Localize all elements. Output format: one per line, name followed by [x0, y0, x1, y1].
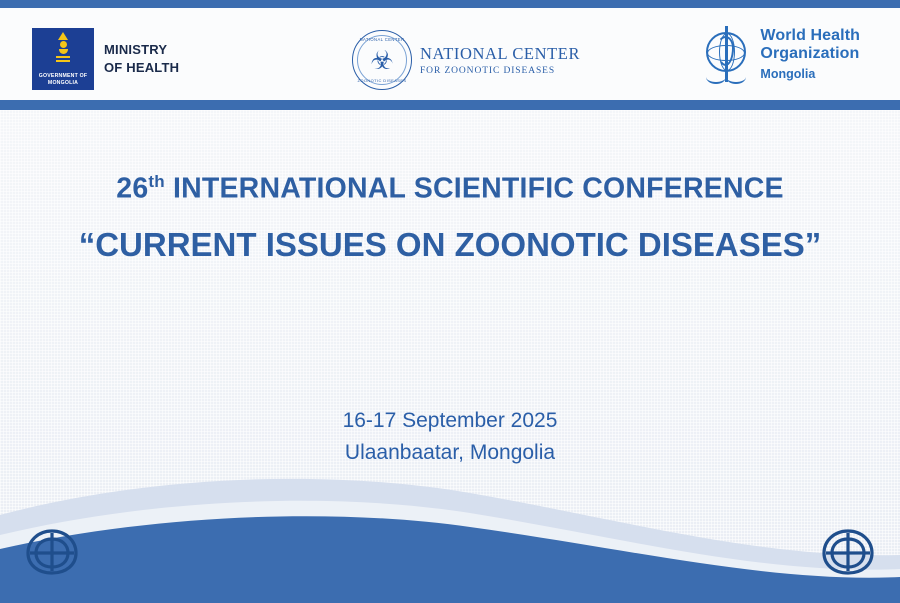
logo-world-health-organization [700, 26, 860, 82]
event-location: Ulaanbaatar, Mongolia [344, 440, 556, 464]
mongolian-knot-ornament-left-icon [18, 523, 86, 581]
ministry-of-health-label: MINISTRY OF HEALTH [104, 42, 180, 75]
who-emblem-icon [700, 26, 752, 82]
event-date: 16-17 September 2025 [342, 409, 558, 432]
biohazard-icon: ☣ [370, 45, 394, 75]
ncz-label: NATIONAL CENTER FOR ZOONOTIC DISEASES [420, 44, 581, 76]
conference-theme-title: “CURRENT ISSUES ON ZOONOTIC DISEASES” [78, 225, 822, 263]
conference-number: 26 [116, 172, 149, 205]
conference-number-line [0, 172, 900, 206]
slide-body [0, 110, 900, 603]
bottom-wave-decoration [0, 463, 900, 603]
conference-number-rest: INTERNATIONAL SCIENTIFIC CONFERENCE [164, 172, 784, 205]
mongolia-state-emblem-icon [32, 28, 94, 90]
header-divider-bar [0, 100, 900, 110]
logo-national-center-zoonotic-diseases [352, 30, 580, 90]
event-details [0, 405, 900, 468]
top-accent-bar [0, 0, 900, 8]
conference-number-ordinal: th [148, 172, 165, 191]
mongolian-knot-ornament-right-icon [814, 523, 882, 581]
soyombo-symbol-icon [55, 32, 71, 70]
header-logo-band [0, 8, 900, 100]
seal-ring-bottom-text: ZOONOTIC DISEASES [357, 78, 407, 83]
emblem-caption: GOVERNMENT OF MONGOLIA [38, 73, 88, 86]
who-label: World Health Organization Mongolia [760, 27, 860, 81]
ncz-seal-icon [352, 30, 412, 90]
title-block [0, 172, 900, 266]
logo-ministry-of-health [32, 28, 179, 90]
seal-ring-top-text: NATIONAL CENTER [359, 36, 405, 42]
